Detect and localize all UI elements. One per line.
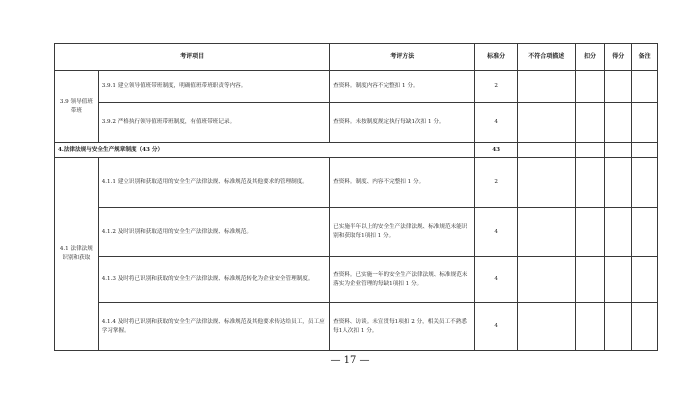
method-cell: 已实施半年以上的安全生产法律法规、标准规范未能识别和获取每1项扣 1 分。 [330,208,475,257]
deduct-cell [575,208,605,257]
score-cell: 4 [475,103,517,143]
header-note: 备注 [632,44,658,71]
nonconform-cell [517,143,575,158]
section-title: 4.法律法规与安全生产规章制度（43 分） [55,143,475,158]
item-cell: 3.9.1 建立领导值班带班制度，明确值班带班职责等内容。 [98,71,329,103]
method-cell: 查资料。制度内容不完整扣 1 分。 [330,71,475,103]
section-row [55,143,658,158]
table-row [55,103,658,143]
nonconform-cell [517,257,575,303]
header-standard-score: 标准分 [475,44,517,71]
got-score-cell [605,71,632,103]
header-score: 得分 [605,44,632,71]
score-cell: 4 [475,208,517,257]
item-cell: 4.1.4 及时将已识别和获取的安全生产法律法规、标准规范及其他要求传达给员工，员工应学习掌握。 [98,303,329,351]
got-score-cell [605,158,632,208]
table-row [55,257,658,303]
header-method: 考评方法 [330,44,475,71]
deduct-cell [575,103,605,143]
item-cell: 4.1.2 及时识别和获取适用的安全生产法律法规、标准规范。 [98,208,329,257]
nonconform-cell [517,303,575,351]
note-cell [632,103,658,143]
table-row [55,158,658,208]
evaluation-table [54,43,658,351]
item-cell: 4.1.3 及时将已识别和获取的安全生产法律法规、标准规范转化为企业安全管理制度。 [98,257,329,303]
method-cell: 查资料。制度、内容不完整扣 1 分。 [330,158,475,208]
note-cell [632,257,658,303]
deduct-cell [575,71,605,103]
score-cell: 4 [475,257,517,303]
nonconform-cell [517,71,575,103]
note-cell [632,143,658,158]
deduct-cell [575,303,605,351]
nonconform-cell [517,208,575,257]
group-label-3-9: 3.9 领导值班带班 [55,71,99,143]
note-cell [632,71,658,103]
score-cell: 4 [475,303,517,351]
group-label-4-1: 4.1 法律法规识别和获取 [55,158,99,351]
got-score-cell [605,143,632,158]
got-score-cell [605,303,632,351]
header-nonconform: 不符合项描述 [517,44,575,71]
deduct-cell [575,257,605,303]
table-row [55,208,658,257]
method-cell: 查资料。未按制度规定执行每缺1次扣 1 分。 [330,103,475,143]
note-cell [632,208,658,257]
nonconform-cell [517,103,575,143]
page-number: — 17 — [330,355,370,366]
header-row [55,44,658,71]
got-score-cell [605,208,632,257]
header-deduct: 扣分 [575,44,605,71]
table-row [55,303,658,351]
method-cell: 查资料、访谈。未宣贯每1项扣 2 分，相关员工不熟悉每1人次扣 1 分。 [330,303,475,351]
note-cell [632,303,658,351]
item-cell: 3.9.2 严格执行领导值班带班制度，有值班带班记录。 [98,103,329,143]
method-cell: 查资料。已实施一年的安全生产法律法规、标准规范未落实为企业管理的每缺1项扣 1 分。 [330,257,475,303]
nonconform-cell [517,158,575,208]
score-cell: 2 [475,158,517,208]
note-cell [632,158,658,208]
item-cell: 4.1.1 建立识别和获取适用的安全生产法律法规、标准规范及其他要求的管理制度。 [98,158,329,208]
score-cell: 2 [475,71,517,103]
section-score: 43 [475,143,517,158]
got-score-cell [605,103,632,143]
table-row [55,71,658,103]
header-project: 考评项目 [55,44,330,71]
deduct-cell [575,143,605,158]
got-score-cell [605,257,632,303]
deduct-cell [575,158,605,208]
